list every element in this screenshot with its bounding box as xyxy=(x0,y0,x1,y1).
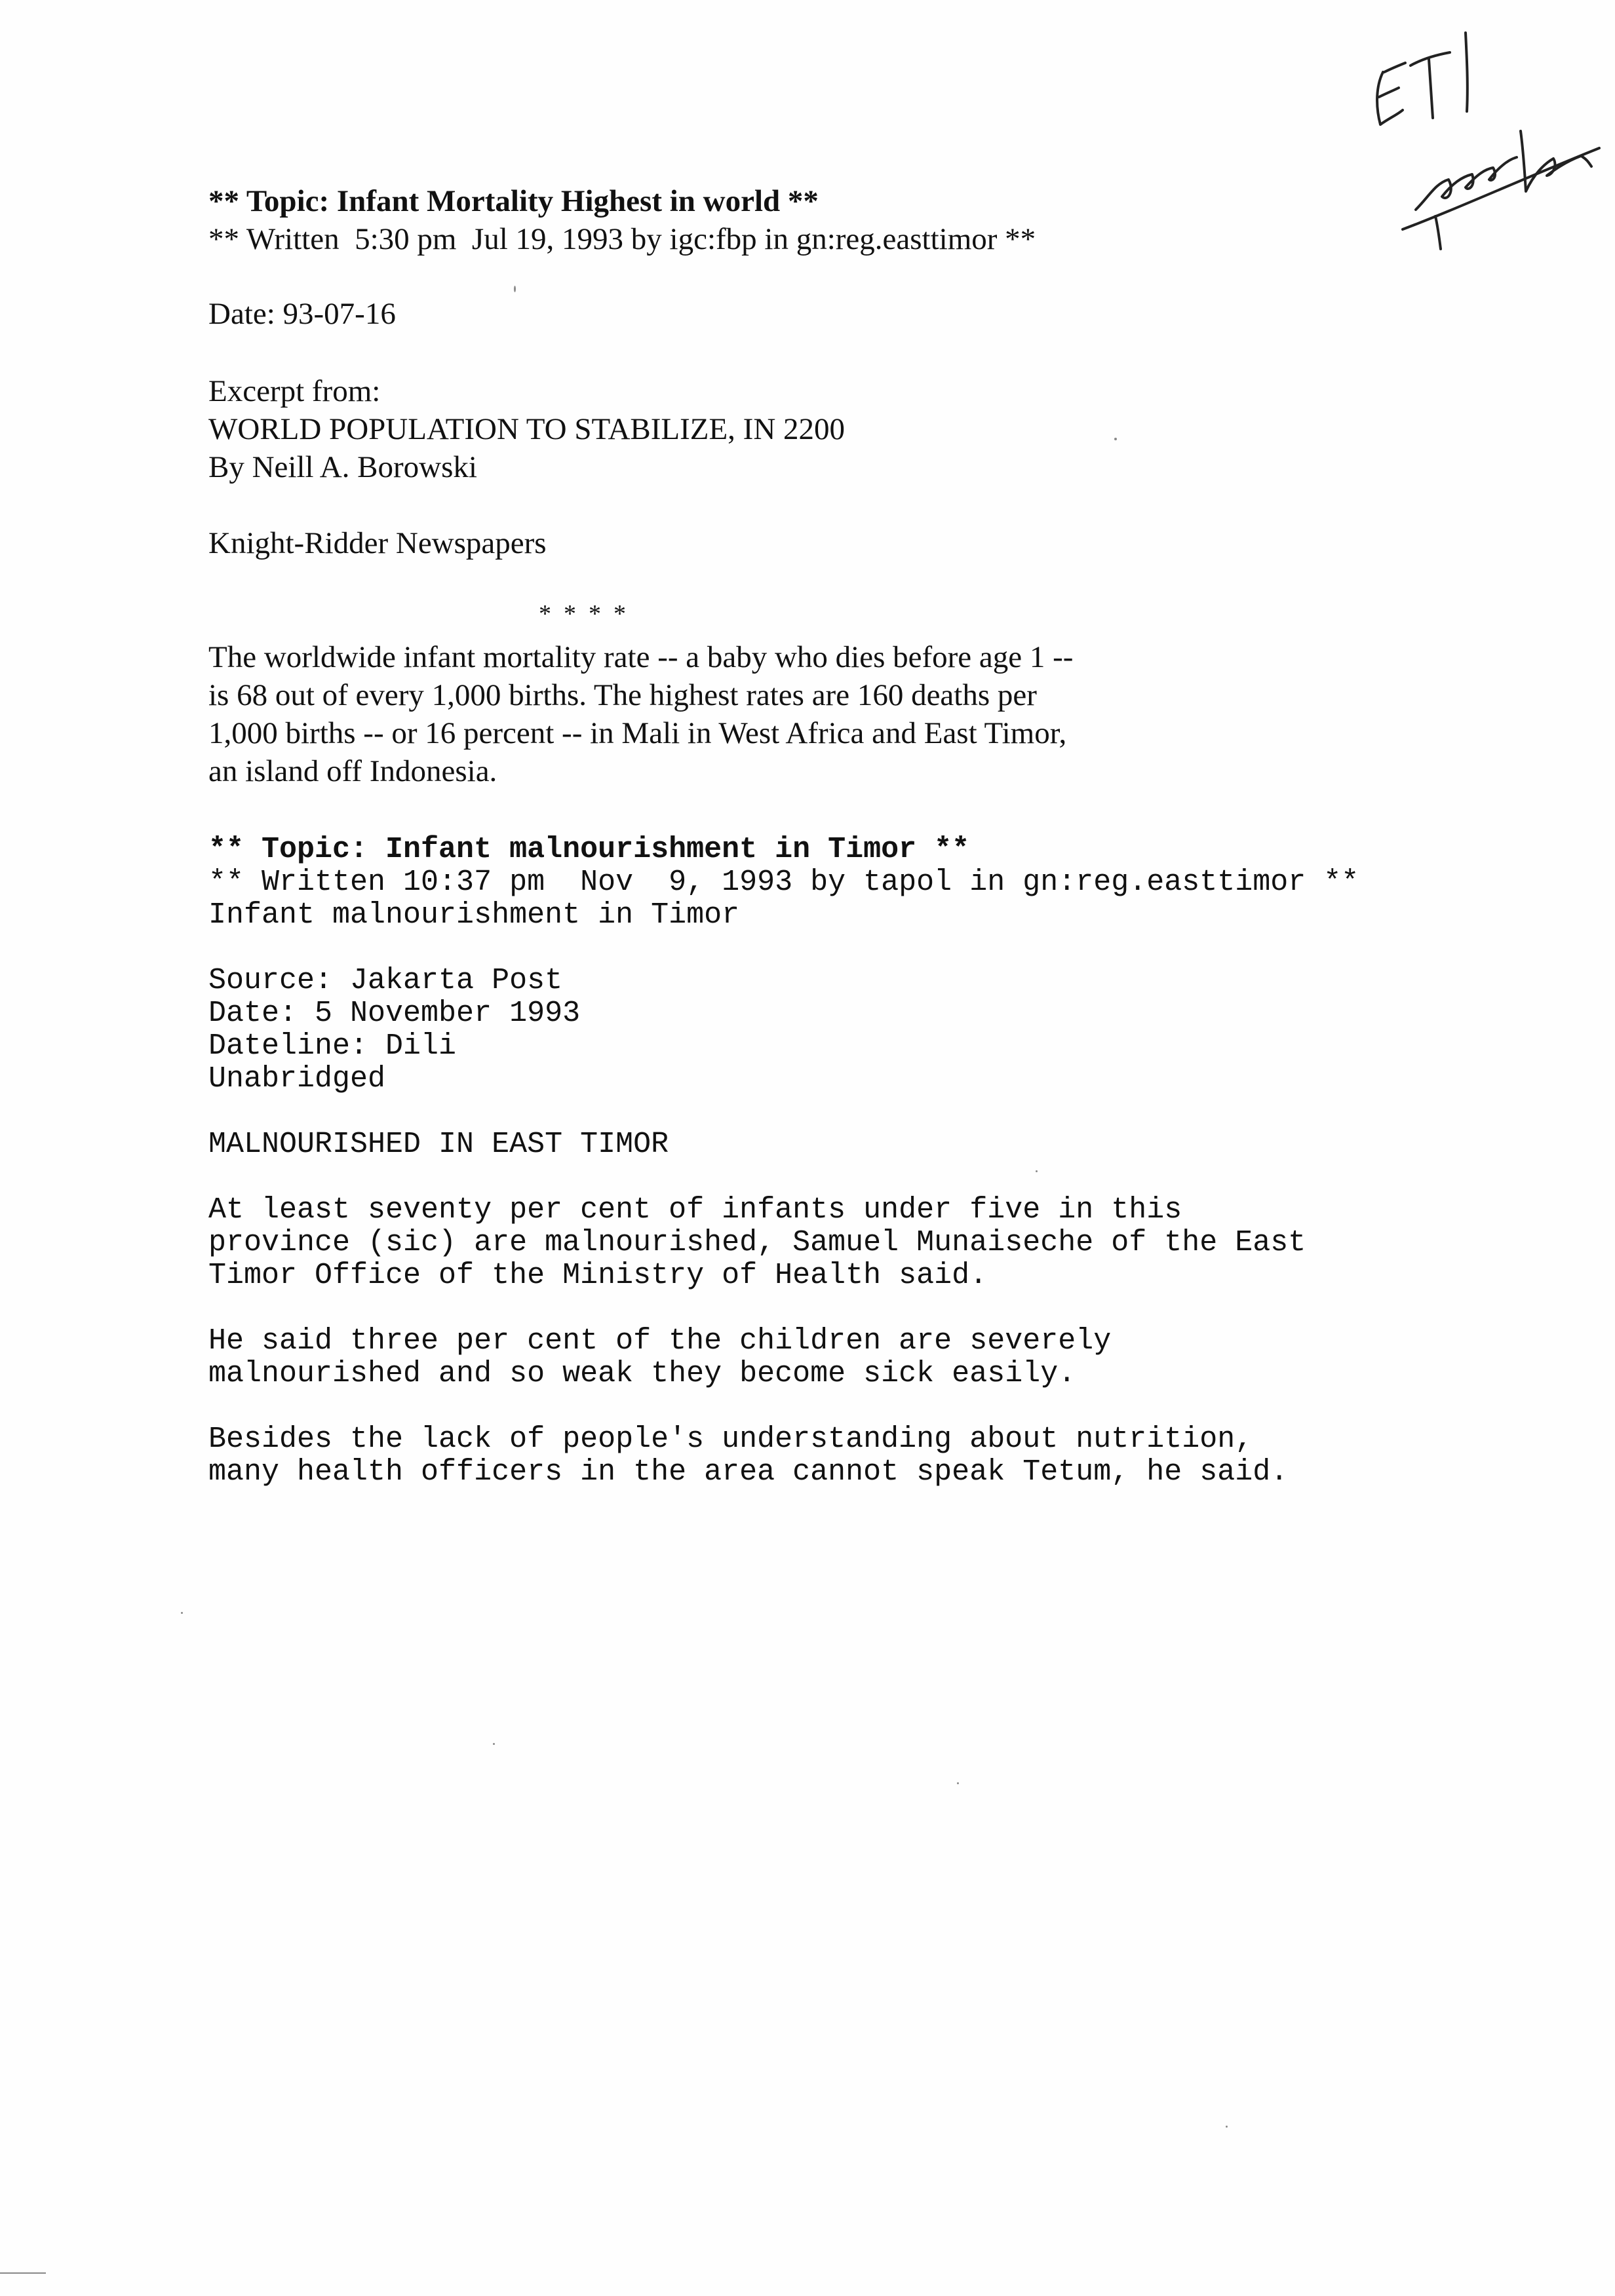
article2-para2-line: malnourished and so weak they become sick easily. xyxy=(208,1357,1076,1390)
scan-speck xyxy=(493,1743,495,1745)
handwritten-annotation xyxy=(1337,20,1612,256)
article1-headline: WORLD POPULATION TO STABILIZE, IN 2200 xyxy=(208,412,846,446)
article2-topic: ** Topic: Infant malnourishment in Timor ** xyxy=(208,833,970,866)
article2-written: ** Written 10:37 pm Nov 9, 1993 by tapol in gn:reg.easttimor ** xyxy=(208,866,1359,899)
article1-body-line: The worldwide infant mortality rate -- a baby who dies before age 1 -- xyxy=(208,640,1074,674)
article2-source: Source: Jakarta Post xyxy=(208,964,563,997)
article1-body-line: 1,000 births -- or 16 percent -- in Mali in West Africa and East Timor, xyxy=(208,716,1067,750)
article2-date: Date: 5 November 1993 xyxy=(208,997,581,1030)
article2-headline: MALNOURISHED IN EAST TIMOR xyxy=(208,1128,669,1161)
article2-para1-line: At least seventy per cent of infants under five in this xyxy=(208,1193,1182,1227)
article2-subject: Infant malnourishment in Timor xyxy=(208,898,740,932)
scan-edge-mark xyxy=(0,2272,46,2274)
article1-body-line: is 68 out of every 1,000 births. The highest rates are 160 deaths per xyxy=(208,678,1037,712)
article1-byline: By Neill A. Borowski xyxy=(208,450,477,484)
scan-speck xyxy=(181,1612,183,1614)
article1-date: Date: 93-07-16 xyxy=(208,297,396,331)
scan-speck xyxy=(1226,2126,1228,2128)
article2-para1-line: province (sic) are malnourished, Samuel Munaiseche of the East xyxy=(208,1226,1306,1259)
article1-publisher: Knight-Ridder Newspapers xyxy=(208,526,547,560)
article1-separator: * * * * xyxy=(539,600,626,628)
article2-para1-line: Timor Office of the Ministry of Health said. xyxy=(208,1259,988,1292)
article2-unabridged: Unabridged xyxy=(208,1062,386,1096)
article1-body-line: an island off Indonesia. xyxy=(208,754,497,788)
article1-topic: ** Topic: Infant Mortality Highest in world ** xyxy=(208,184,819,218)
scan-speck xyxy=(1036,1170,1038,1172)
scan-speck xyxy=(957,1782,959,1784)
scan-speck xyxy=(514,286,516,292)
scan-speck xyxy=(1114,438,1117,440)
article1-written: ** Written 5:30 pm Jul 19, 1993 by igc:fbp in gn:reg.easttimor ** xyxy=(208,222,1036,256)
article2-dateline: Dateline: Dili xyxy=(208,1029,457,1063)
article2-para2-line: He said three per cent of the children are severely xyxy=(208,1324,1112,1358)
article2-para3-line: Besides the lack of people's understanding about nutrition, xyxy=(208,1423,1253,1456)
article2-para3-line: many health officers in the area cannot speak Tetum, he said. xyxy=(208,1455,1289,1489)
article1-excerpt-label: Excerpt from: xyxy=(208,374,381,408)
